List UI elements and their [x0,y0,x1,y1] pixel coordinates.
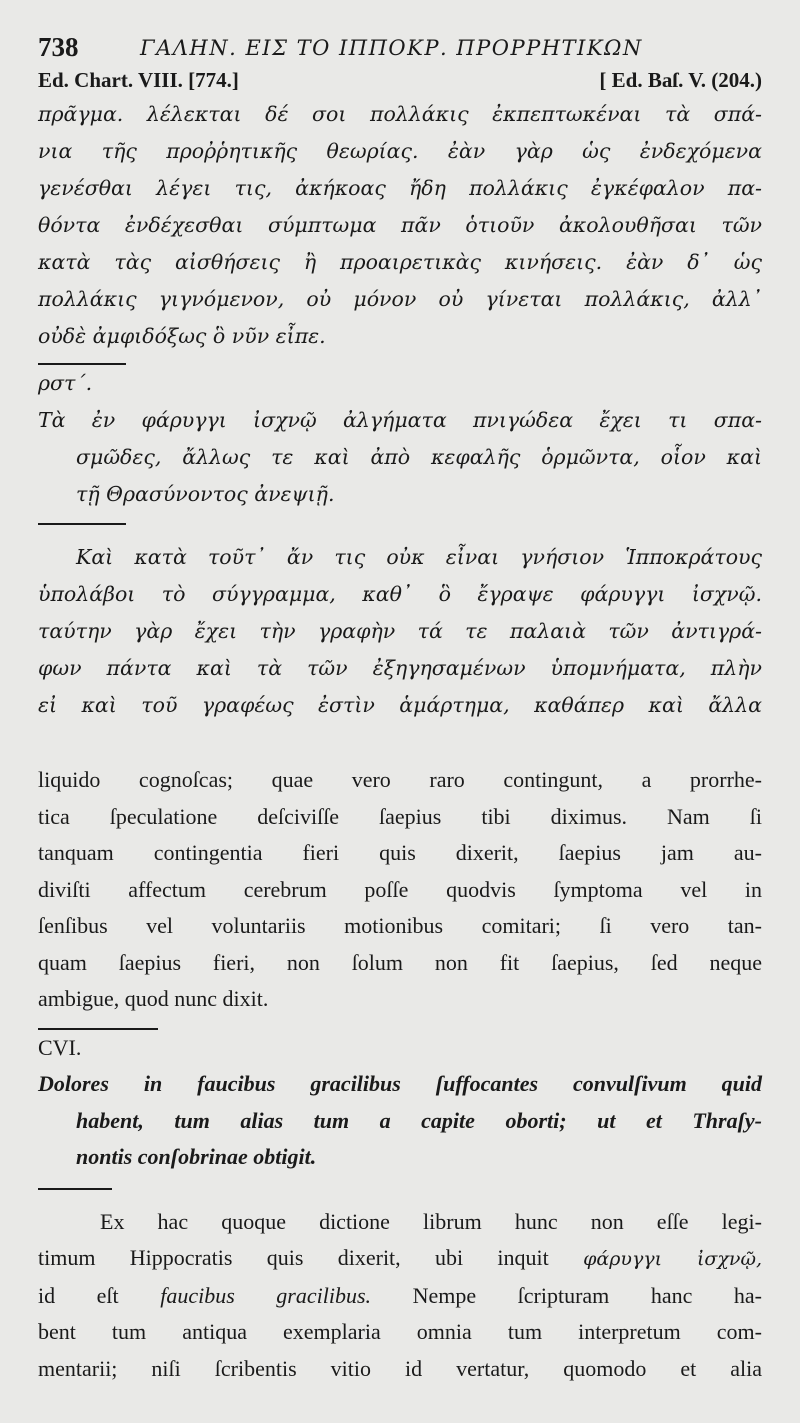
section-divider [38,1188,112,1190]
greek-text-block [38,96,762,724]
page-number: 738 [38,32,79,62]
latin-text: Nempe ſcripturam hanc ha- [412,1282,762,1308]
greek-line: νια τῆς προῤῥητικῆς θεωρίας. ἐὰν γὰρ ὡς ἐνδεχόμενα [38,139,762,163]
latin-commentary-line: Ex hac quoque dictione librum hunc non eſſe legi- [100,1208,762,1234]
latin-line: ſenſibus vel voluntariis motionibus comitari; ſi vero tan- [38,913,762,938]
greek-line: οὐδὲ ἀμφιδόξως ὃ νῦν εἶπε. [38,324,326,348]
latin-line: tanquam contingentia fieri quis dixerit, ſaepius jam au- [38,840,762,865]
latin-aphorism-line: habent, tum alias tum a capite oborti; ut et Thraſy- [76,1107,762,1133]
latin-commentary-line [38,1240,762,1278]
latin-line: liquido cognoſcas; quae vero raro contingunt, a prorrhe- [38,767,762,792]
greek-commentary-line: ὑπολάβοι τὸ σύγγραμμα, καθ᾽ ὃ ἔγραψε φάρυγγι ἰσχνῷ. [38,582,762,606]
latin-text: id eſt [38,1282,119,1308]
greek-section-number: ρστ΄. [38,371,93,395]
latin-commentary-line: bent tum antiqua exemplaria omnia tum interpretum com- [38,1319,762,1344]
running-title: ΓΑΛΗΝ. ΕΙΣ ΤΟ ΙΠΠΟΚΡ. ΠΡΟΡΡΗΤΙΚΩΝ [140,36,643,60]
greek-aphorism-line: σμῶδες, ἄλλως τε καὶ ἀπὸ κεφαλῆς ὁρμῶντα, οἷον καὶ [76,445,762,469]
latin-line: ambigue, quod nunc dixit. [38,986,269,1011]
greek-commentary-line: φων πάντα καὶ τὰ τῶν ἐξηγησαμένων ὑπομνήματα, πλὴν [38,656,762,680]
section-divider [38,523,126,525]
latin-line: quam ſaepius fieri, non ſolum non fit ſaepius, ſed neque [38,949,762,975]
greek-commentary-line: Καὶ κατὰ τοῦτ᾽ ἄν τις οὐκ εἶναι γνήσιον Ἱπποκράτους [76,545,762,569]
greek-line: γενέσθαι λέγει τις, ἀκήκοας ἤδη πολλάκις ἐγκέφαλον πα- [38,176,762,200]
latin-text-block [38,762,762,1387]
latin-line: tica ſpeculatione deſciviſſe ſaepius tibi diximus. Nam ſi [38,803,762,829]
latin-italic-phrase: faucibus gracilibus. [160,1282,372,1308]
greek-commentary-line: εἰ καὶ τοῦ γραφέως ἐστὶν ἁμάρτημα, καθάπερ καὶ ἄλλα [38,693,762,717]
greek-aphorism-line: Τὰ ἐν φάρυγγι ἰσχνῷ ἀλγήματα πνιγώδεα ἔχει τι σπα- [38,408,762,432]
edition-references [38,68,762,96]
greek-commentary-line: ταύτην γὰρ ἔχει τὴν γραφὴν τά τε παλαιὰ τῶν ἀντιγρά- [38,619,762,643]
greek-line: πρᾶγμα. λέλεκται δέ σοι πολλάκις ἐκπεπτωκέναι τὰ σπά- [38,102,762,126]
latin-line: diviſti affectum cerebrum poſſe quodvis ſymptoma vel in [38,876,762,902]
edition-basel-ref: [ Ed. Baſ. V. (204.) [599,68,762,92]
greek-line: κατὰ τὰς αἰσθήσεις ἢ προαιρετικὰς κινήσεις. ἐὰν δ᾽ ὡς [38,250,762,274]
latin-text: timum Hippocratis quis dixerit, ubi inquit [38,1245,549,1270]
latin-section-number: CVI. [38,1034,82,1060]
greek-line: πολλάκις γιγνόμενον, οὐ μόνον οὐ γίνεται πολλάκις, ἀλλ᾽ [38,287,762,311]
greek-line: θόντα ἐνδέχεσθαι σύμπτωμα πᾶν ὁτιοῦν ἀκολουθῆσαι τῶν [38,213,762,237]
greek-quote: φάρυγγι ἰσχνῷ, [583,1248,762,1270]
latin-aphorism-line: Dolores in faucibus gracilibus ſuffocantes convulſivum quid [38,1071,762,1096]
latin-commentary-line: mentarii; niſi ſcribentis vitio id vertatur, quomodo et alia [38,1355,762,1381]
edition-chartier-ref: Ed. Chart. VIII. [774.] [38,68,239,92]
latin-commentary-line [38,1278,762,1315]
greek-aphorism-line: τῇ Θρασύνοντος ἀνεψιῇ. [76,482,335,506]
latin-aphorism-line: nontis conſobrinae obtigit. [76,1144,317,1169]
page-header [38,28,762,68]
